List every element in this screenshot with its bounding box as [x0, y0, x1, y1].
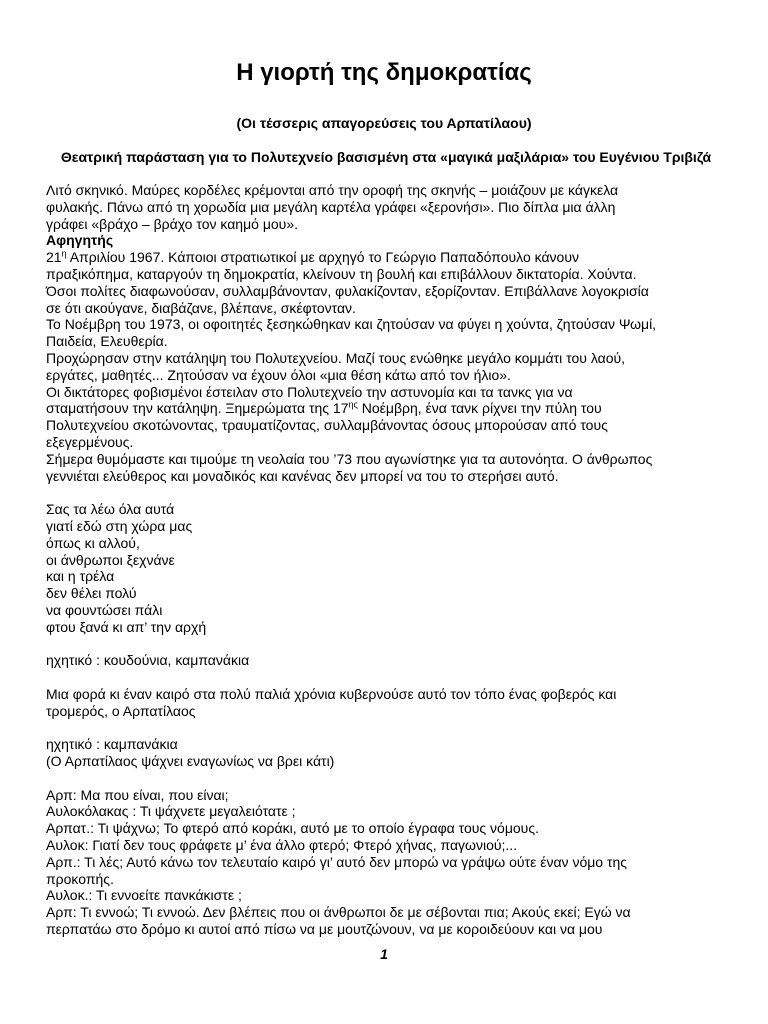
poem-line: οι άνθρωποι ξεχνάνε: [46, 551, 175, 568]
narration-text: Απριλίου 1967. Κάποιοι στρατιωτικοί με αρχηγό το Γεώργιο Παπαδόπουλο κάνουν: [66, 249, 579, 266]
blank-line: [46, 669, 726, 686]
narration-line: εργάτες, μαθητές... Ζητούσαν να έχουν όλοι «μια θέση κάτω από τον ήλιο».: [46, 366, 511, 383]
narration-line: εξεγερμένους.: [46, 433, 134, 450]
blank-line: [46, 770, 726, 787]
blank-line: [46, 720, 726, 737]
dialogue-line: Αρπ: Μα που είναι, που είναι;: [46, 786, 229, 803]
narration-line: Παιδεία, Ελευθερία.: [46, 333, 168, 350]
poem-line: φτου ξανά κι απ’ την αρχή: [46, 618, 207, 635]
narration-line: Όσοι πολίτες διαφωνούσαν, συλλαμβάνονταν, φυλακίζονταν, εξορίζονταν. Επιβάλλανε λογοκρισία: [46, 282, 649, 299]
narration-line: γεννιέται ελεύθερος και μοναδικός και κανένας δεν μπορεί να του το στερήσει αυτό.: [46, 467, 559, 484]
dialogue-line: Αυλοκόλακας : Τι ψάχνετε μεγαλειότατε ;: [46, 803, 296, 820]
intro-heading: Θεατρική παράσταση για το Πολυτεχνείο βασισμένη στα «μαγικά μαξιλάρια» του Ευγένιου Τριβιζά: [60, 149, 712, 165]
stage-direction-line: γράφει «βράχο – βράχο τον καημό μου».: [46, 215, 298, 232]
sound-cue: ηχητικό : κουδούνια, καμπανάκια: [46, 652, 250, 669]
dialogue-line: προκοπής.: [46, 870, 114, 887]
narration-text: σταματήσουν την κατάληψη. Ξημερώματα της 17: [46, 400, 349, 417]
dialogue-line: Αρπ: Τι εννοώ; Τι εννοώ. Δεν βλέπεις που οι άνθρωποι δε με σέβονται πια; Ακούς εκεί; Εγώ να: [46, 904, 631, 921]
dialogue-line: Αρπ.: Τι λές; Αυτό κάνω τον τελευταίο καιρό γι’ αυτό δεν μπορώ να γράψω ούτε έναν νόμο της: [46, 853, 628, 870]
date-day: 21: [46, 249, 62, 266]
poem-line: δεν θέλει πολύ: [46, 585, 137, 602]
stage-direction: (Ο Αρπατίλαος ψάχνει εναγωνίως να βρει κάτι): [46, 753, 335, 770]
poem-line: όπως κι αλλού,: [46, 534, 140, 551]
narration-line: [46, 249, 726, 266]
poem-line: Σας τα λέω όλα αυτά: [46, 501, 175, 518]
poem-line: γιατί εδώ στη χώρα μας: [46, 517, 193, 534]
dialogue-line: Αρπατ.: Τι ψάχνω; Το φτερό από κοράκι, αυτό με το οποίο έγραφα τους νόμους.: [46, 820, 539, 837]
story-line: τρομερός, ο Αρπατίλαος: [46, 702, 196, 719]
dialogue-line: περπατάω στο δρόμο κι αυτοί από πίσω να με μουτζώνουν, να με κοροιδεύουν και να μου: [46, 921, 603, 938]
stage-direction-line: φυλακής. Πάνω από τη χορωδία μια μεγάλη καρτέλα γράφει «ξερονήσι». Πιο δίπλα μια άλλη: [46, 198, 616, 215]
narration-line: [46, 400, 726, 417]
poem-line: και η τρέλα: [46, 568, 115, 585]
blank-line: [46, 636, 726, 653]
narration-line: Προχώρησαν στην κατάληψη του Πολυτεχνείου. Μαζί τους ενώθηκε μεγάλο κομμάτι του λαού,: [46, 349, 626, 366]
narration-line: Το Νοέμβρη του 1973, οι οφοιτητές ξεσηκώθηκαν και ζητούσαν να φύγει η χούντα, ζητούσαν Ψωμί,: [46, 316, 657, 333]
poem-line: να φουντώσει πάλι: [46, 601, 163, 618]
ordinal-superscript: ης: [348, 399, 358, 410]
narrator-heading: Αφηγητής: [46, 232, 114, 249]
narration-line: πραξικόπημα, καταργούν τη δημοκρατία, κλείνουν τη βουλή και επιβάλλουν δικτατορία. Χούντα.: [46, 265, 637, 282]
sound-cue: ηχητικό : καμπανάκια: [46, 736, 178, 753]
document-body: [46, 182, 726, 938]
ordinal-superscript: η: [61, 248, 67, 259]
narration-line: Οι δικτάτορες φοβισμένοι έστειλαν στο Πολυτεχνείο την αστυνομία και τα τανκς για να: [46, 383, 573, 400]
page-number: 1: [380, 946, 388, 962]
dialogue-line: Αυλοκ.: Τι εννοείτε πανκάκιστε ;: [46, 887, 242, 904]
narration-line: Πολυτεχνείου σκοτώνοντας, τραυματίζοντας, συλλαμβάνοντας όσους μπορούσαν από τους: [46, 417, 608, 434]
narration-line: σε ότι ακούγανε, διαβάζανε, βλέπανε, σκέφτονταν.: [46, 299, 356, 316]
narration-text: Νοέμβρη, ένα τανκ ρίχνει την πύλη του: [357, 400, 602, 417]
document-subtitle: (Οι τέσσερις απαγορεύσεις του Αρπατίλαου): [236, 115, 532, 131]
document-title: Η γιορτή της δημοκρατίας: [236, 59, 532, 86]
blank-line: [46, 484, 726, 501]
narration-line: Σήμερα θυμόμαστε και τιμούμε τη νεολαία του ’73 που αγωνίστηκε για τα αυτονόητα. Ο άνθρωπος: [46, 450, 653, 467]
stage-direction-line: Λιτό σκηνικό. Μαύρες κορδέλες κρέμονται από την οροφή της σκηνής – μοιάζουν με κάγκελα: [46, 182, 619, 198]
dialogue-line: Αυλοκ: Γιατί δεν τους φράφετε μ’ ένα άλλο φτερό; Φτερό χήνας, παγωνιού;...: [46, 837, 518, 854]
story-line: Μια φορά κι έναν καιρό στα πολύ παλιά χρόνια κυβερνούσε αυτό τον τόπο ένας φοβερός και: [46, 685, 617, 702]
